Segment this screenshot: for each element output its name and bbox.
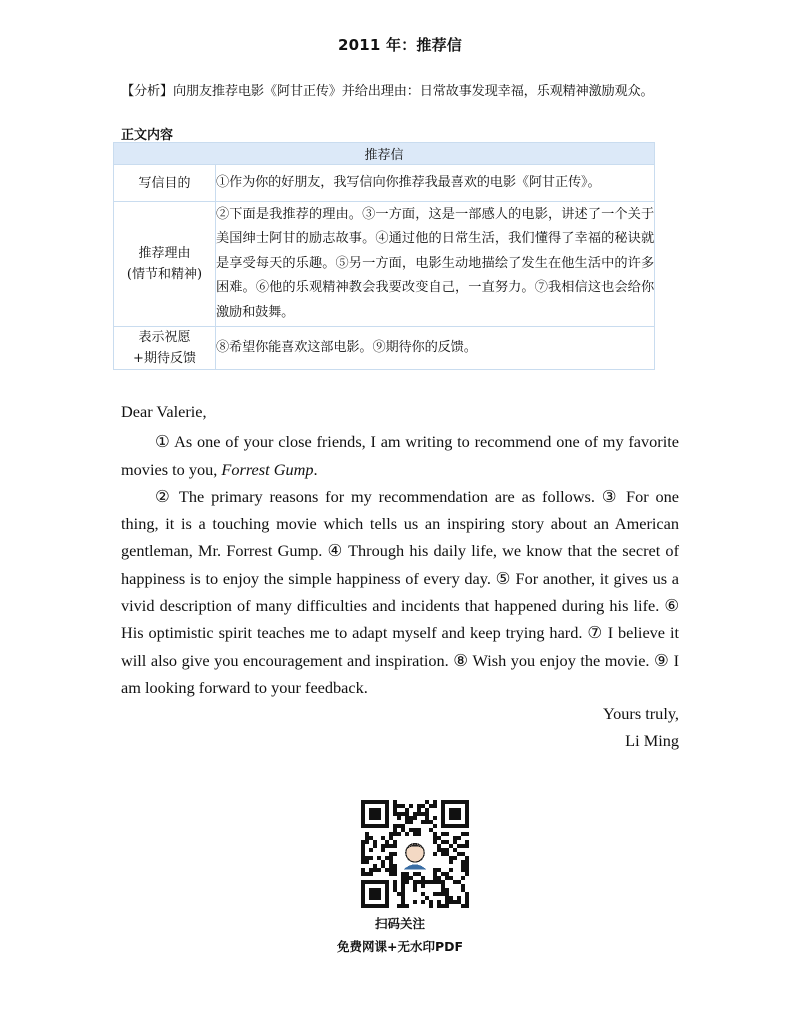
row-label-line2: (情节和精神) xyxy=(126,267,203,282)
p1-text-after: . xyxy=(313,459,318,479)
row-label-line1: 表示祝愿 xyxy=(138,330,191,345)
page-title: 2011 年：推荐信 xyxy=(338,36,462,54)
table-row xyxy=(114,202,655,327)
section-label: 正文内容 xyxy=(121,128,174,143)
row-label xyxy=(114,202,216,327)
p1-text-before: ① As one of your close friends, I am writing to recommend one of my favorite movies to you, xyxy=(121,432,679,479)
qr-code xyxy=(361,800,469,908)
row-content: ②下面是我推荐的理由。③一方面，这是一部感人的电影，讲述了一个关于美国绅士阿甘的励志故事。④通过他的日常生活，我们懂得了幸福的秘诀就是享受每天的乐趣。⑤另一方面，电影生动地描绘了发生在他生活中的许多困难。⑥他的乐观精神教会我要改变自己，一直努力。⑦我相信这也会给你激励和鼓舞。 xyxy=(216,202,655,327)
avatar-icon xyxy=(399,838,431,870)
letter-greeting: Dear Valerie, xyxy=(121,402,207,421)
row-label xyxy=(114,165,216,202)
row-label xyxy=(114,327,216,370)
table-row xyxy=(114,165,655,202)
letter-paragraph-2: ② The primary reasons for my recommendation are as follows. ③ For one thing, it is a touching movie which tells us an inspiring story about an American gentleman, Mr. Forrest Gump. ④ Through his daily life, we know that the secret of happiness is to enjoy the simple happiness of every day. ⑤ For another, it gives us a vivid description of many difficulties and incidents that happened during his life. ⑥ His optimistic spirit teaches me to adapt myself and keep trying hard. ⑦ I believe it will also give you encouragement and inspiration. ⑧ Wish you enjoy the movie. ⑨ I am looking forward to your feedback. xyxy=(121,486,679,697)
qr-caption-promo: 免费网课+无水印PDF xyxy=(336,939,464,954)
table-header: 推荐信 xyxy=(114,143,655,165)
row-content: ⑧希望你能喜欢这部电影。⑨期待你的反馈。 xyxy=(216,327,655,370)
letter-signoff xyxy=(603,700,679,754)
row-label-line2: +期待反馈 xyxy=(133,351,196,366)
recommendation-table xyxy=(113,142,655,370)
analysis-text: 【分析】向朋友推荐电影《阿甘正传》并给出理由：日常故事发现幸福，乐观精神激励观众。 xyxy=(121,84,654,99)
letter-signature: Li Ming xyxy=(625,731,679,750)
table-row xyxy=(114,327,655,370)
row-label-text: 写信目的 xyxy=(138,175,191,191)
letter-closing: Yours truly, xyxy=(603,704,679,723)
movie-title: Forrest Gump xyxy=(221,459,314,479)
letter-paragraph-1 xyxy=(121,428,679,483)
row-content: ①作为你的好朋友，我写信向你推荐我最喜欢的电影《阿甘正传》。 xyxy=(216,165,655,202)
row-label-line1: 推荐理由 xyxy=(138,246,191,261)
letter-body xyxy=(121,398,679,701)
qr-caption-follow: 扫码关注 xyxy=(374,916,425,931)
